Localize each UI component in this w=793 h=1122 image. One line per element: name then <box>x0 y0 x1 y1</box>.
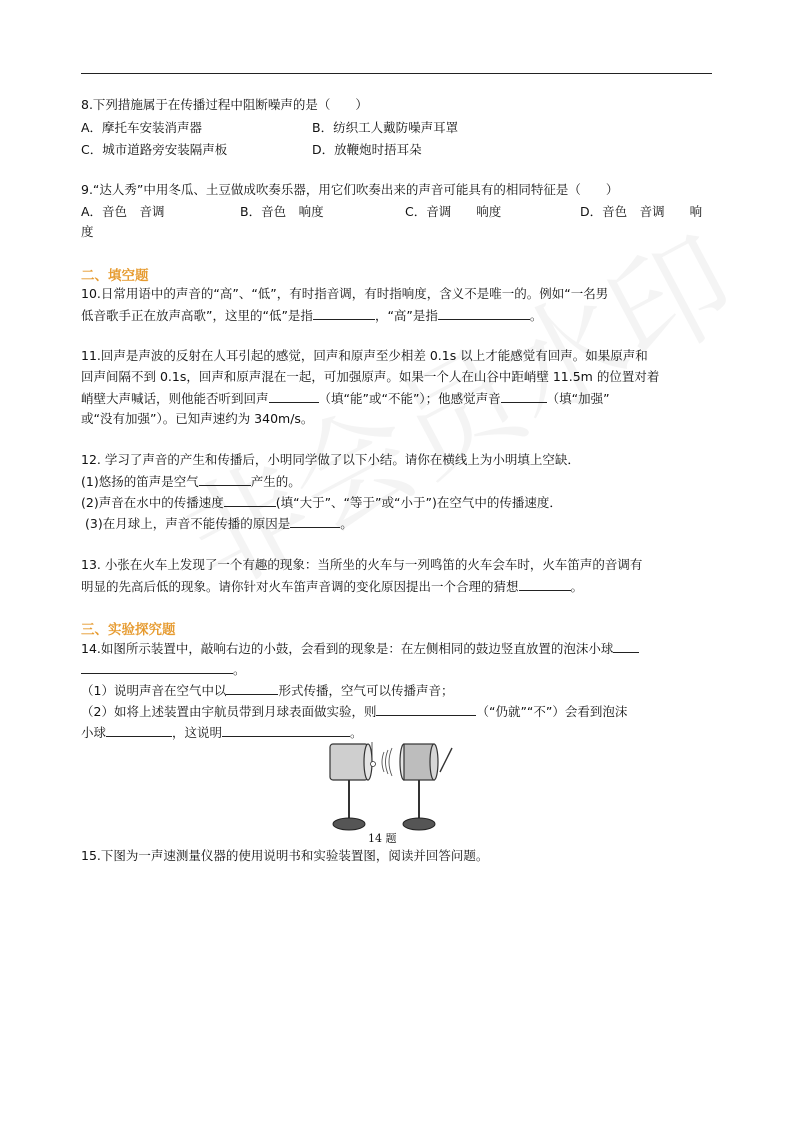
left-drum <box>330 744 372 830</box>
q12-line3 <box>81 494 562 511</box>
q14-text-c: （1）说明声音在空气中以 <box>81 683 227 698</box>
q12-text-3b: 。 <box>340 516 353 531</box>
q9-option-c: C．音调 响度 <box>405 204 502 219</box>
q11-line3 <box>81 390 610 407</box>
q11-line4: 或“没有加强”）。已知声速约为 340m/s。 <box>81 411 314 426</box>
q14-line4 <box>81 703 627 720</box>
q9-option-b: B．音色 响度 <box>240 204 324 219</box>
q15-line1: 15.下图为一声速测量仪器的使用说明书和实验装置图，阅读并回答问题。 <box>81 848 489 863</box>
q14-text-a: 14.如图所示装置中，敲响右边的小鼓，会看到的现象是：在左侧相同的鼓边竖直放置的泡沫小球 <box>81 641 614 656</box>
q14-line5 <box>81 724 363 741</box>
q13-blank-1[interactable] <box>519 578 571 591</box>
q10-text-b: ，“高”是指 <box>374 308 438 323</box>
q13-text-a: 明显的先高后低的现象。请你针对火车笛声音调的变化原因提出一个合理的猜想 <box>81 579 519 594</box>
q8-option-d: D．放鞭炮时捂耳朵 <box>312 142 422 157</box>
right-drum <box>400 744 452 830</box>
q14-text-h: ，这说明 <box>172 725 223 740</box>
q11-text-b: （填“能”或“不能”）；他感觉声音 <box>318 391 501 406</box>
q10-blank-2[interactable] <box>438 307 530 320</box>
q12-blank-1[interactable] <box>199 473 251 486</box>
q12-text-3a: (3)在月球上，声音不能传播的原因是 <box>85 516 291 531</box>
q8-option-c: C．城市道路旁安装隔声板 <box>81 142 228 157</box>
q11-blank-2[interactable] <box>501 390 547 403</box>
q14-text-b: 。 <box>233 662 246 677</box>
q11-text-a: 峭壁大声喊话，则他能否听到回声 <box>81 391 269 406</box>
q9-stem: 9.“达人秀”中用冬瓜、土豆做成吹奏乐器，用它们吹奏出来的声音可能具有的相同特征是（ ） <box>81 182 619 197</box>
q13-text-b: 。 <box>570 579 584 594</box>
q12-text-1a: (1)悠扬的笛声是空气 <box>81 474 199 489</box>
q14-text-d: 形式传播，空气可以传播声音； <box>278 683 454 698</box>
q14-text-e: （2）如将上述装置由宇航员带到月球表面做实验，则 <box>81 704 377 719</box>
q12-blank-2[interactable] <box>224 494 276 507</box>
q12-text-2b: (填“大于”、“等于”或“小于”)在空气中的传播速度． <box>275 495 562 510</box>
q14-blank-2[interactable] <box>226 682 278 695</box>
section-experiment-title: 三、实验探究题 <box>81 622 176 638</box>
q12-blank-3[interactable] <box>290 515 340 528</box>
q8-stem: 8.下列措施属于在传播过程中阻断噪声的是（ ） <box>81 97 368 112</box>
q14-text-i: 。 <box>350 725 363 740</box>
q12-line1: 12. 学习了声音的产生和传播后，小明同学做了以下小结。请你在横线上为小明填上空缺． <box>81 452 580 467</box>
q13-line2 <box>81 578 583 595</box>
q11-text-c: （填“加强” <box>546 391 610 406</box>
q12-line2 <box>81 473 301 490</box>
q14-text-g: 小球 <box>81 725 107 740</box>
q12-text-2a: (2)声音在水中的传播速度 <box>81 495 224 510</box>
q12-line4 <box>85 515 353 532</box>
q10-text-a: 低音歌手正在放声高歌”，这里的“低”是指 <box>81 308 313 323</box>
q14-text-f: （“仍就”“不”）会看到泡沫 <box>476 704 628 719</box>
q11-blank-1[interactable] <box>269 390 319 403</box>
q10-line2 <box>81 307 542 324</box>
q14-line1 <box>81 640 639 657</box>
q11-line1: 11.回声是声波的反射在人耳引起的感觉，回声和原声至少相差 0.1s 以上才能感觉有回声。如果原声和 <box>81 348 648 363</box>
header-rule <box>81 73 712 74</box>
q11-line2: 回声间隔不到 0.1s，回声和原声混在一起，可加强原声。如果一个人在山谷中距峭壁 11.5m 的位置对着 <box>81 369 660 384</box>
q10-line1: 10.日常用语中的声音的“高”、“低”，有时指音调，有时指响度，含义不是唯一的。例如“一名男 <box>81 286 609 301</box>
q14-blank-3[interactable] <box>376 703 476 716</box>
q8-option-b: B．纺织工人戴防噪声耳罩 <box>312 120 459 135</box>
q9-option-d-wrap: 度 <box>81 224 94 239</box>
section-fill-blank-title: 二、填空题 <box>81 268 149 284</box>
q14-blank-1b[interactable] <box>81 661 233 674</box>
q12-text-1b: 产生的。 <box>250 474 301 489</box>
q14-line2 <box>81 661 246 678</box>
foam-ball <box>371 762 376 767</box>
q10-text-c: 。 <box>529 308 543 323</box>
q14-blank-1a[interactable] <box>613 640 639 653</box>
figure-caption: 14 题 <box>368 832 397 845</box>
q14-blank-5[interactable] <box>222 724 350 737</box>
q14-line3 <box>81 682 453 699</box>
q10-blank-1[interactable] <box>313 307 375 320</box>
q13-line1: 13. 小张在火车上发现了一个有趣的现象：当所坐的火车与一列鸣笛的火车会车时，火车笛声的音调有 <box>81 557 643 572</box>
drum-experiment-figure <box>322 738 457 836</box>
q8-option-a: A．摩托车安装消声器 <box>81 120 203 135</box>
sound-waves <box>382 748 392 776</box>
q9-option-d: D．音色 音调 响 <box>580 204 703 219</box>
q14-blank-4[interactable] <box>106 724 172 737</box>
q9-option-a: A．音色 音调 <box>81 204 165 219</box>
